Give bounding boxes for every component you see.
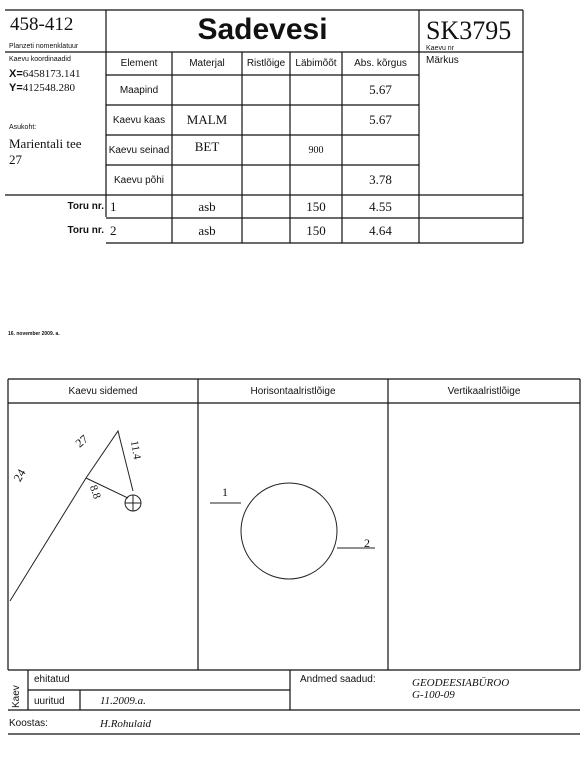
pipe-label: Toru nr.	[67, 225, 104, 236]
data-label: Andmed saadud:	[300, 674, 376, 685]
pipe-height: 4.64	[369, 222, 392, 238]
well-number: SK3795	[426, 16, 512, 45]
pipe-material: asb	[198, 198, 216, 214]
compiled-label: Koostas:	[9, 718, 48, 729]
row-material: MALM	[186, 112, 228, 127]
well-number-label: Kaevu nr	[426, 45, 455, 52]
tie-line	[10, 431, 133, 601]
nomenclature-label: Planzeti nomenklatuur	[9, 43, 79, 50]
col-title-horizontal: Horisontaalristlõige	[250, 385, 336, 397]
page-title: Sadevesi	[197, 13, 328, 46]
location-label: Asukoht:	[9, 124, 37, 131]
pipe-material: asb	[198, 222, 216, 238]
pipe-label: Toru nr.	[67, 201, 104, 212]
coordinates-label: Kaevu koordinaadid	[9, 56, 71, 63]
side-label: Kaev	[11, 685, 22, 708]
row-element: Kaevu põhi	[113, 174, 165, 186]
tie-label-3: 11.4	[127, 439, 143, 461]
date-line: 16. november 2009. a.	[8, 331, 60, 337]
data-code: G-100-09	[412, 689, 455, 701]
nomenclature-value: 458-412	[10, 14, 74, 35]
col-header-material: Materjal	[189, 58, 225, 69]
data-source: GEODEESIABÜROO	[412, 677, 510, 689]
row-element: Maapind	[119, 84, 159, 96]
col-header-height: Abs. kõrgus	[354, 58, 407, 69]
x-label: X=	[9, 68, 23, 80]
pipe-diameter: 150	[306, 198, 326, 214]
pipe-label-2: 2	[364, 536, 370, 550]
col-header-element: Element	[120, 58, 158, 69]
pipe-number: 2	[110, 222, 117, 238]
y-coordinate: 412548.280	[22, 82, 76, 94]
surveyed-value: 11.2009.a.	[100, 695, 146, 707]
tie-label-4: 8.8	[86, 483, 103, 501]
row-height: 5.67	[369, 82, 392, 97]
row-element: Kaevu kaas	[112, 114, 166, 126]
x-coordinate: 6458173.141	[22, 68, 81, 80]
col-title-ties: Kaevu sidemed	[68, 385, 138, 397]
y-label: Y=	[9, 82, 23, 94]
row-diameter: 900	[308, 144, 324, 156]
location-line2: 27	[9, 152, 22, 167]
row-height: 3.78	[369, 172, 392, 187]
tie-label-1: 24	[10, 466, 29, 484]
pipe-height: 4.55	[369, 198, 392, 214]
col-header-diameter: Läbimõõt	[295, 58, 337, 69]
row-material: BET	[194, 139, 220, 154]
col-header-remarks: Märkus	[426, 55, 459, 66]
tie-label-2: 27	[72, 431, 91, 451]
col-title-vertical: Vertikaalristlõige	[447, 385, 521, 397]
pipe-number: 1	[110, 198, 117, 214]
compiled-value: H.Rohulaid	[100, 718, 152, 730]
surveyed-label: uuritud	[34, 696, 65, 707]
manhole-circle	[241, 483, 337, 579]
pipe-diameter: 150	[306, 222, 326, 238]
pipe-label-1: 1	[222, 485, 228, 499]
location-line1: Marientali tee	[9, 136, 82, 151]
sketch-drawings	[0, 403, 400, 673]
row-element: Kaevu seinad	[108, 144, 170, 156]
row-height: 5.67	[369, 112, 392, 127]
built-label: ehitatud	[34, 674, 70, 685]
col-header-cross: Ristlõige	[246, 58, 286, 69]
